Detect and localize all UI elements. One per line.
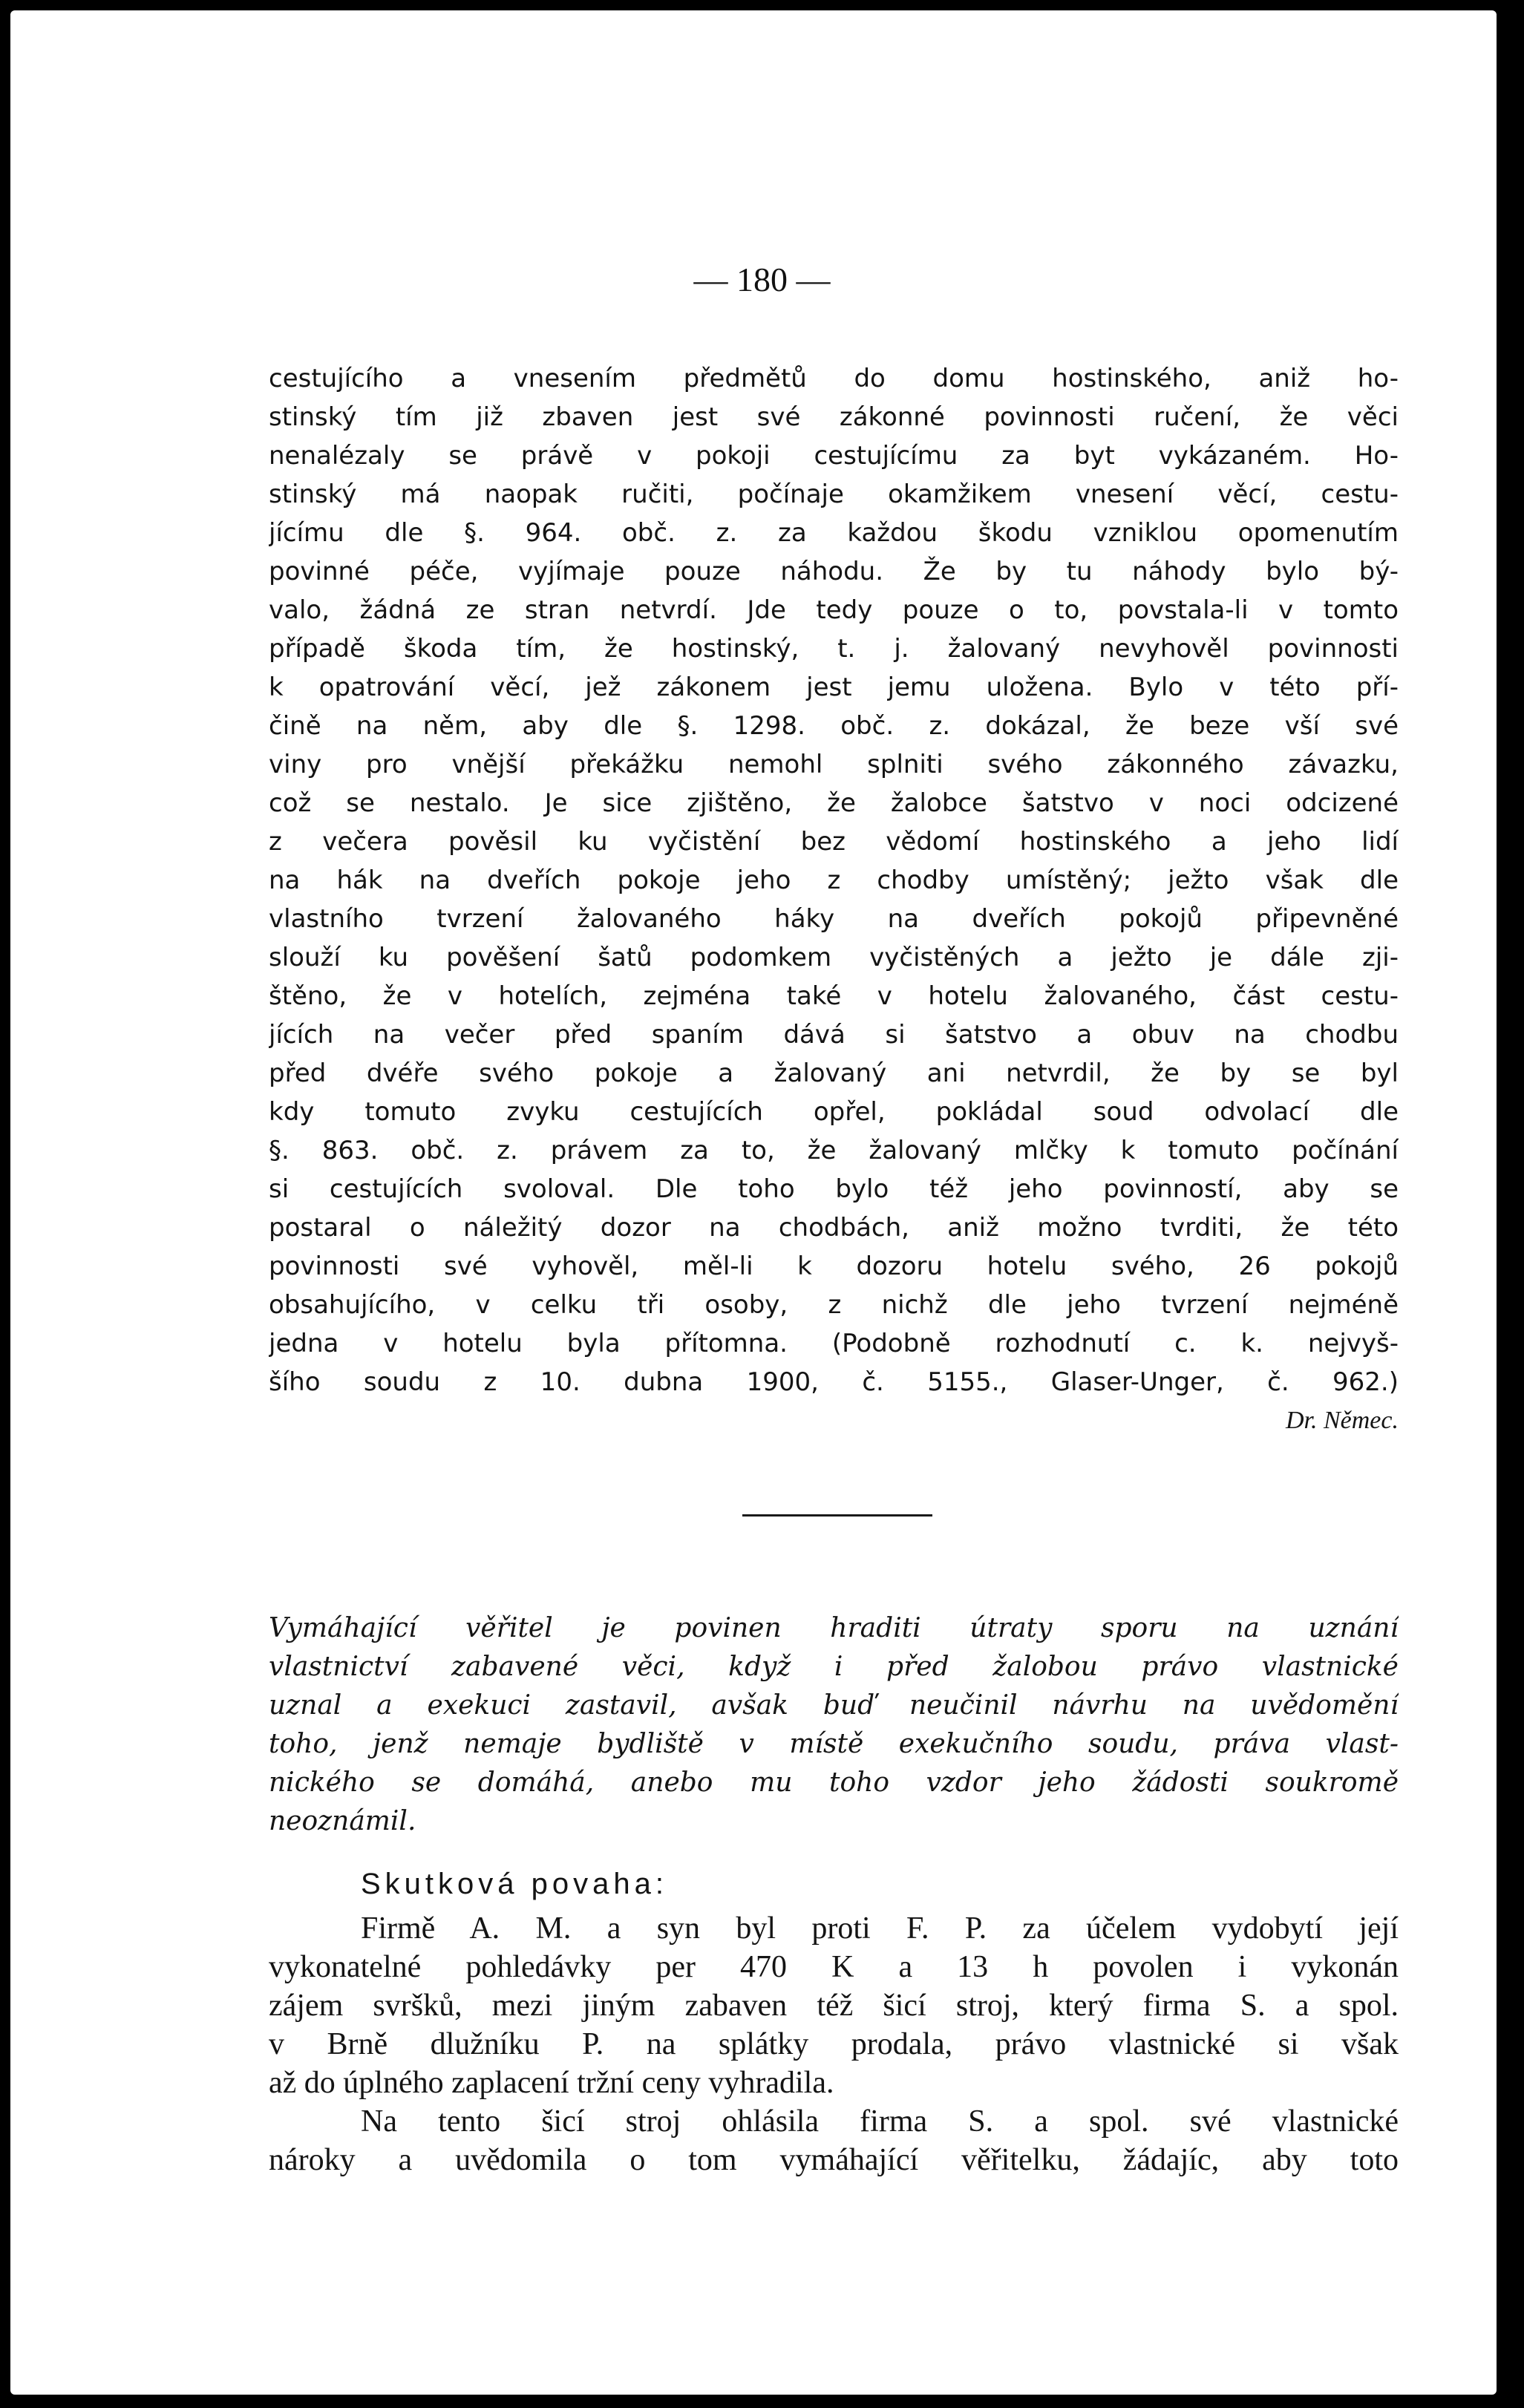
headnote-line: neoznámil.	[269, 1806, 416, 1836]
text-line: postaral o náležitý dozor na chodbách, aniž možno tvrditi, že této	[269, 1213, 1399, 1243]
text-line: v Brně dlužníku P. na splátky prodala, právo vlastnické si však	[269, 2027, 1399, 2061]
headnote-line: Vymáhající věřitel je povinen hraditi útraty sporu na uznání	[269, 1613, 1399, 1643]
text-line: obsahujícího, v celku tři osoby, z nichž dle jeho tvrzení nejméně	[269, 1290, 1399, 1320]
text-line: nároky a uvědomila o tom vymáhající věřitelku, žádajíc, aby toto	[269, 2143, 1399, 2177]
text-line: jedna v hotelu byla přítomna. (Podobně rozhodnutí c. k. nejvyš-	[269, 1329, 1399, 1358]
section-divider	[742, 1514, 932, 1517]
text-line: štěno, že v hotelích, zejména také v hotelu žalovaného, část cestu-	[269, 981, 1399, 1011]
signature: Dr. Němec.	[1285, 1407, 1399, 1434]
text-line: jících na večer před spaním dává si šatstvo a obuv na chodbu	[269, 1020, 1399, 1050]
text-line: na hák na dveřích pokoje jeho z chodby umístěný; ježto však dle	[269, 866, 1399, 895]
text-line: jícímu dle §. 964. obč. z. za každou škodu vzniklou opomenutím	[269, 518, 1399, 548]
headnote-line: nického se domáhá, anebo mu toho vzdor jeho žádosti soukromě	[269, 1767, 1399, 1798]
text-line: šího soudu z 10. dubna 1900, č. 5155., Glaser-Unger, č. 962.)	[269, 1367, 1399, 1397]
text-line: stinský tím již zbaven jest své zákonné povinnosti ručení, že věci	[269, 402, 1399, 432]
text-line: si cestujících svoloval. Dle toho bylo též jeho povinností, aby se	[269, 1174, 1399, 1204]
text-line: stinský má naopak ručiti, počínaje okamžikem vnesení věcí, cestu-	[269, 480, 1399, 509]
page-number: — 180 —	[693, 261, 831, 298]
text-line: případě škoda tím, že hostinský, t. j. žalovaný nevyhověl povinnosti	[269, 634, 1399, 664]
paragraph-1	[269, 359, 1399, 1440]
text-line: Na tento šicí stroj ohlásila firma S. a spol. své vlastnické	[361, 2104, 1399, 2139]
text-line: povinné péče, vyjímaje pouze náhodu. Že by tu náhody bylo bý-	[269, 557, 1399, 586]
headnote-line: vlastnictví zabavené věci, když i před žalobou právo vlastnické	[269, 1652, 1399, 1682]
section-heading: Skutková povaha:	[361, 1868, 668, 1900]
text-line: cestujícího a vnesením předmětů do domu hostinského, aniž ho-	[269, 364, 1399, 393]
text-line: Firmě A. M. a syn byl proti F. P. za účelem vydobytí její	[361, 1911, 1399, 1946]
text-line: §. 863. obč. z. právem za to, že žalovaný mlčky k tomuto počínání	[269, 1136, 1399, 1165]
text-line: viny pro vnější překážku nemohl splniti svého zákonného závazku,	[269, 750, 1399, 779]
text-line: vlastního tvrzení žalovaného háky na dveřích pokojů připevněné	[269, 904, 1399, 934]
text-line: což se nestalo. Je sice zjištěno, že žalobce šatstvo v noci odcizené	[269, 788, 1399, 818]
text-line: vykonatelné pohledávky per 470 K a 13 h povolen i vykonán	[269, 1950, 1399, 1984]
text-line: z večera pověsil ku vyčistění bez vědomí hostinského a jeho lidí	[269, 827, 1399, 857]
text-line: před dvéře svého pokoje a žalovaný ani netvrdil, že by se byl	[269, 1059, 1399, 1088]
headnote-line: uznal a exekuci zastavil, avšak buď neučinil návrhu na uvědomění	[269, 1690, 1399, 1721]
text-line: kdy tomuto zvyku cestujících opřel, pokládal soud odvolací dle	[269, 1097, 1399, 1127]
text-line: valo, žádná ze stran netvrdí. Jde tedy pouze o to, povstala-li v tomto	[269, 595, 1399, 625]
headnote	[269, 1609, 1399, 1841]
text-line: nenalézaly se právě v pokoji cestujícímu za byt vykázaném. Ho-	[269, 441, 1399, 471]
text-line: povinnosti své vyhověl, měl-li k dozoru hotelu svého, 26 pokojů	[269, 1252, 1399, 1281]
text-line: až do úplného zaplacení tržní ceny vyhradila.	[269, 2066, 834, 2100]
headnote-line: toho, jenž nemaje bydliště v místě exekučního soudu, práva vlast-	[269, 1729, 1399, 1759]
text-line: zájem svršků, mezi jiným zabaven též šicí stroj, který firma S. a spol.	[269, 1989, 1399, 2023]
text-line: k opatrování věcí, jež zákonem jest jemu uložena. Bylo v této pří-	[269, 673, 1399, 702]
text-line: čině na něm, aby dle §. 1298. obč. z. dokázal, že beze vší své	[269, 711, 1399, 741]
paragraph-2	[269, 1909, 1399, 2179]
text-line: slouží ku pověšení šatů podomkem vyčistěných a ježto je dále zji-	[269, 943, 1399, 972]
